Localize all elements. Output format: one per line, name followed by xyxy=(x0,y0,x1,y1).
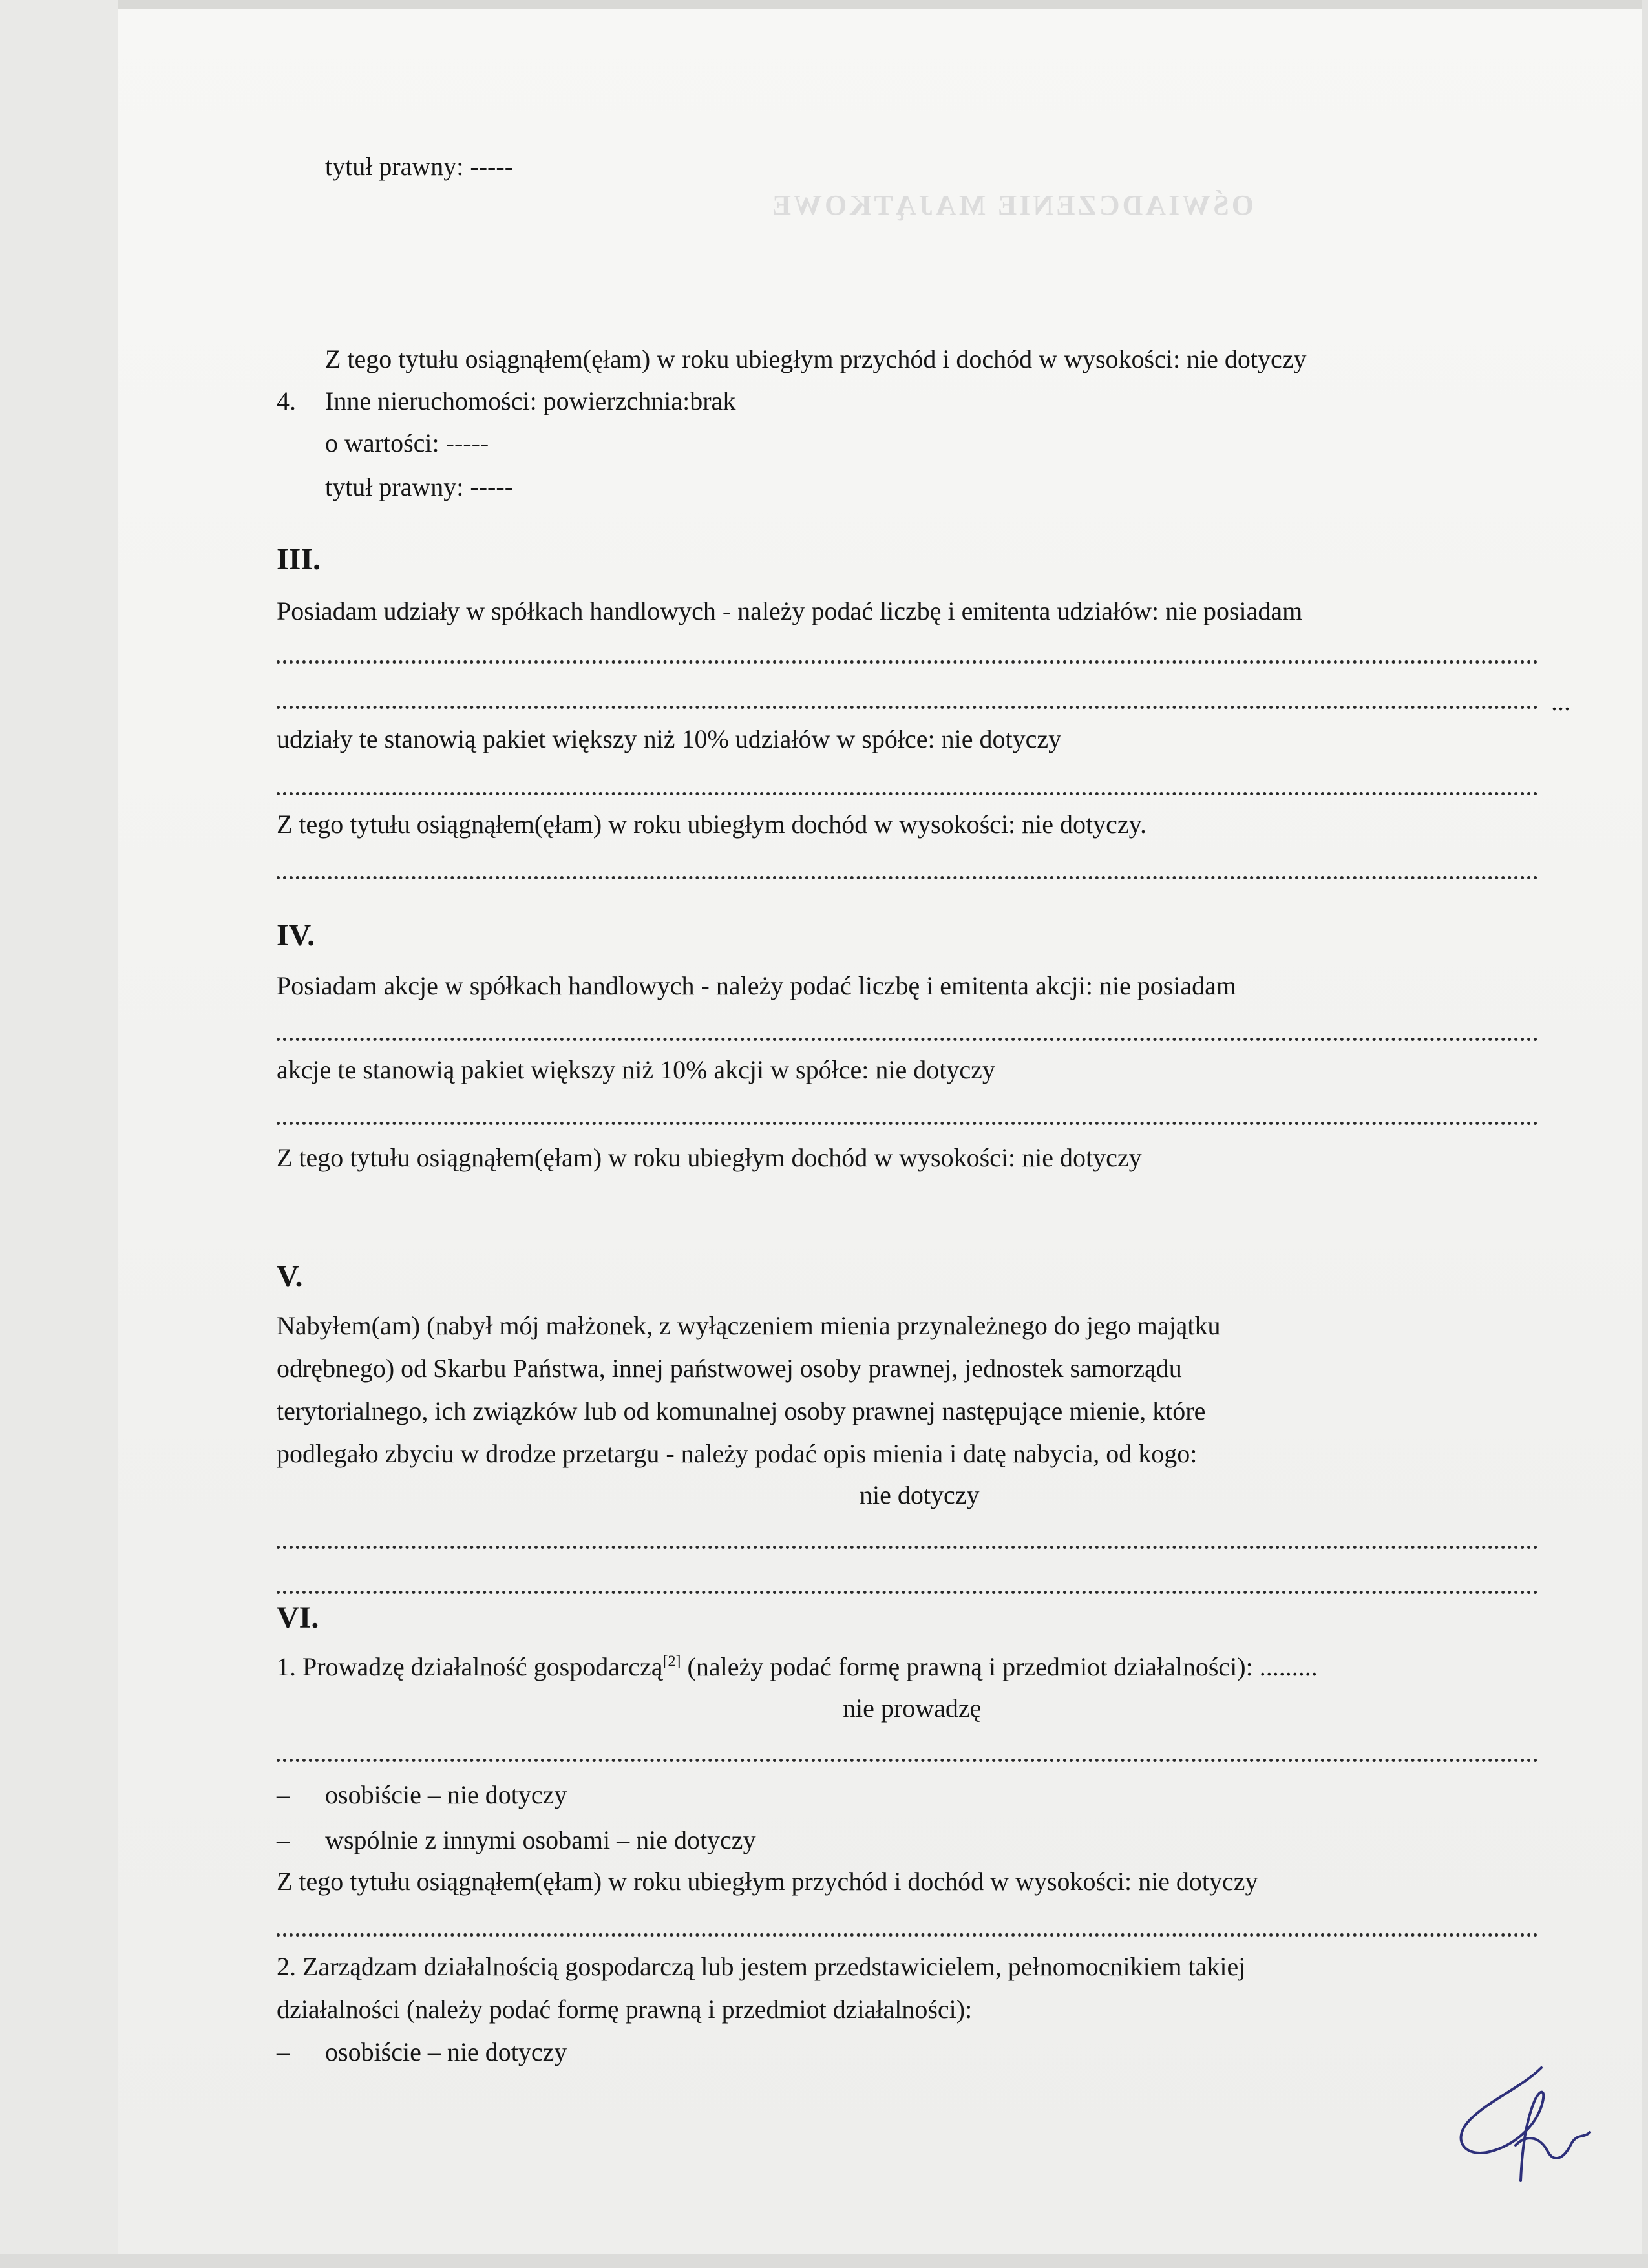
bullet-personally: osobiście – nie dotyczy xyxy=(325,1780,567,1809)
section-iv-line-1: Posiadam akcje w spółkach handlowych - należy podać liczbę i emitenta akcji: nie posiadam xyxy=(277,971,1237,1000)
section-v-line-1: Nabyłem(am) (nabył mój małżonek, z wyłączeniem mienia przynależnego do jego majątku xyxy=(277,1311,1221,1340)
trailing-dots: ... xyxy=(1551,687,1570,716)
item-1-answer: nie prowadzę xyxy=(843,1694,982,1723)
scan-bottom-edge xyxy=(0,2254,1648,2268)
section-v-line-2: odrębnego) od Skarbu Państwa, innej państwowej osoby prawnej, jednostek samorządu xyxy=(277,1354,1182,1383)
section-iii-heading: III. xyxy=(277,542,321,576)
dotted-line xyxy=(277,1122,1538,1125)
item-1-text: 1. Prowadzę działalność gospodarczą xyxy=(277,1652,663,1681)
footnote-marker: [2] xyxy=(662,1653,681,1670)
section-iv-line-3: Z tego tytułu osiągnąłem(ęłam) w roku ubiegłym dochód w wysokości: nie dotyczy xyxy=(277,1143,1142,1172)
other-properties-line: Inne nieruchomości: powierzchnia:brak xyxy=(325,386,736,415)
bleed-through-heading: OŚWIADCZENIE MAJĄTKOWE xyxy=(769,189,1254,221)
dotted-line xyxy=(277,876,1538,879)
dotted-line xyxy=(277,1933,1538,1937)
section-vi-item-2-line-1: 2. Zarządzam działalnością gospodarczą lub jestem przedstawicielem, pełnomocnikiem takiej xyxy=(277,1952,1246,1981)
dotted-line xyxy=(277,1546,1538,1549)
section-v-line-4: podlegało zbyciu w drodze przetargu - należy podać opis mienia i datę nabycia, od kogo: xyxy=(277,1439,1198,1468)
item-number-4: 4. xyxy=(277,386,296,415)
title-line-1: tytuł prawny: ----- xyxy=(325,152,514,181)
dotted-line xyxy=(277,706,1538,709)
section-vi-item-1 xyxy=(277,1652,1318,1683)
item-1-text-cont: (należy podać formę prawną i przedmiot działalności): ......... xyxy=(681,1652,1318,1681)
income-line-prev: Z tego tytułu osiągnąłem(ęłam) w roku ubiegłym przychód i dochód w wysokości: nie dotyczy xyxy=(325,344,1307,373)
dotted-line xyxy=(277,1038,1538,1041)
section-vi-heading: VI. xyxy=(277,1601,319,1635)
section-iv-heading: IV. xyxy=(277,918,315,952)
section-iii-line-3: Z tego tytułu osiągnąłem(ęłam) w roku ubiegłym dochód w wysokości: nie dotyczy. xyxy=(277,810,1147,839)
section-iii-line-2: udziały te stanowią pakiet większy niż 10% udziałów w spółce: nie dotyczy xyxy=(277,724,1062,753)
section-v-line-3: terytorialnego, ich związków lub od komunalnej osoby prawnej następujące mienie, które xyxy=(277,1396,1206,1425)
bullet-dash: – xyxy=(277,1780,290,1809)
section-vi-income: Z tego tytułu osiągnąłem(ęłam) w roku ubiegłym przychód i dochód w wysokości: nie dotyczy xyxy=(277,1867,1258,1896)
bullet-dash: – xyxy=(277,1825,290,1854)
section-v-answer: nie dotyczy xyxy=(860,1480,980,1509)
title-line-2: tytuł prawny: ----- xyxy=(325,472,514,501)
dotted-line xyxy=(277,660,1538,664)
dotted-line xyxy=(277,1591,1538,1594)
section-v-heading: V. xyxy=(277,1259,303,1294)
dotted-line xyxy=(277,1759,1538,1762)
scan-top-edge xyxy=(118,0,1648,9)
handwritten-signature xyxy=(1444,2061,1600,2184)
dotted-line xyxy=(277,792,1538,795)
scan-left-margin xyxy=(0,0,118,2268)
bullet-dash: – xyxy=(277,2037,290,2066)
bullet-personally-2: osobiście – nie dotyczy xyxy=(325,2037,567,2066)
bullet-jointly: wspólnie z innymi osobami – nie dotyczy xyxy=(325,1825,756,1854)
section-iii-line-1: Posiadam udziały w spółkach handlowych - należy podać liczbę i emitenta udziałów: nie posiadam xyxy=(277,596,1303,625)
value-line: o wartości: ----- xyxy=(325,428,489,457)
section-vi-item-2-line-2: działalności (należy podać formę prawną i przedmiot działalności): xyxy=(277,1995,973,2024)
scan-right-edge xyxy=(1642,0,1648,2268)
section-iv-line-2: akcje te stanowią pakiet większy niż 10% akcji w spółce: nie dotyczy xyxy=(277,1055,995,1084)
